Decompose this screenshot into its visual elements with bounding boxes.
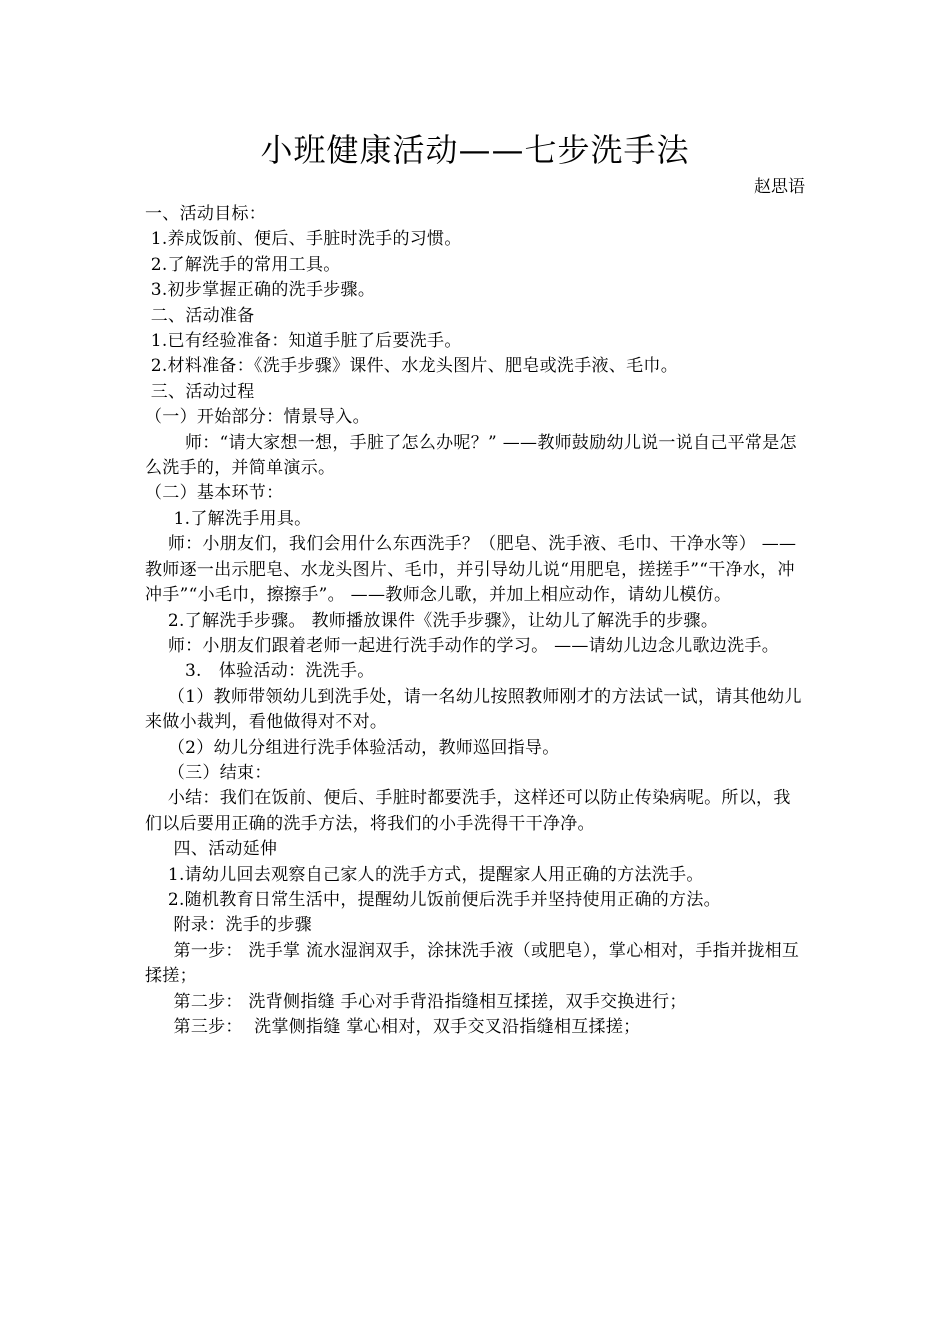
list-item: 1.养成饭前、便后、手脏时洗手的习惯。 [145, 229, 462, 250]
list-item: 1.了解洗手用具。 [145, 508, 312, 529]
section-heading: 四、活动延伸 [145, 839, 278, 860]
list-item: 3. 体验活动：洗洗手。 [145, 661, 375, 682]
paragraph: （1）教师带领幼儿到洗手处，请一名幼儿按照教师刚才的方法试一试，请其他幼儿来做小裁判，看他做得对不对。 [145, 686, 802, 733]
appendix-heading: 附录：洗手的步骤 [145, 915, 312, 936]
document-body [145, 202, 807, 1040]
section-heading: 一、活动目标： [145, 204, 267, 224]
list-item: 1.已有经验准备：知道手脏了后要洗手。 [145, 331, 462, 352]
subsection-heading: （一）开始部分：情景导入。 [145, 407, 370, 428]
subsection-heading: （二）基本环节： [145, 483, 284, 504]
step-item: 第二步： 洗背侧指缝 手心对手背沿指缝相互揉搓，双手交换进行； [145, 991, 687, 1012]
document-title: 小班健康活动——七步洗手法 [260, 131, 690, 169]
section-heading: 三、活动过程 [145, 381, 255, 402]
paragraph: 师：小朋友们跟着老师一起进行洗手动作的学习。 ——请幼儿边念儿歌边洗手。 [145, 635, 780, 656]
paragraph: 2.了解洗手步骤。 教师播放课件《洗手步骤》，让幼儿了解洗手的步骤。 [145, 610, 719, 631]
paragraph: 小结：我们在饭前、便后、手脏时都要洗手，这样还可以防止传染病呢。所以，我们以后要用正确的洗手方法，将我们的小手洗得干干净净。 [145, 788, 791, 834]
list-item: 3.初步掌握正确的洗手步骤。 [145, 280, 376, 301]
step-item: 第三步： 洗掌侧指缝 掌心相对，双手交叉沿指缝相互揉搓； [145, 1017, 641, 1037]
list-item: 2.材料准备：《洗手步骤》课件、水龙头图片、肥皂或洗手液、毛巾。 [145, 356, 679, 377]
list-item: 2.了解洗手的常用工具。 [145, 254, 341, 275]
subsection-heading: （三）结束： [145, 762, 272, 783]
paragraph: 师：小朋友们，我们会用什么东西洗手？（肥皂、洗手液、毛巾、干净水等） ——教师逐一出示肥皂、水龙头图片、毛巾，并引导幼儿说“用肥皂，搓搓手”“干净水，冲冲手”“小毛巾，擦擦手”。 ——教师念儿歌，并加上相应动作，请幼儿模仿。 [145, 534, 797, 606]
step-item: 第一步： 洗手掌 流水湿润双手，涂抹洗手液（或肥皂），掌心相对，手指并拢相互揉搓； [145, 940, 800, 987]
author-name: 赵思语 [754, 177, 805, 197]
paragraph: 师：“请大家想一想，手脏了怎么办呢？” ——教师鼓励幼儿说一说自己平常是怎么洗手的，并简单演示。 [145, 432, 797, 479]
paragraph: （2）幼儿分组进行洗手体验活动，教师巡回指导。 [145, 737, 560, 758]
list-item: 1.请幼儿回去观察自己家人的洗手方式，提醒家人用正确的方法洗手。 [145, 864, 704, 885]
section-heading: 二、活动准备 [145, 305, 255, 326]
list-item: 2.随机教育日常生活中，提醒幼儿饭前便后洗手并坚持使用正确的方法。 [145, 889, 721, 910]
